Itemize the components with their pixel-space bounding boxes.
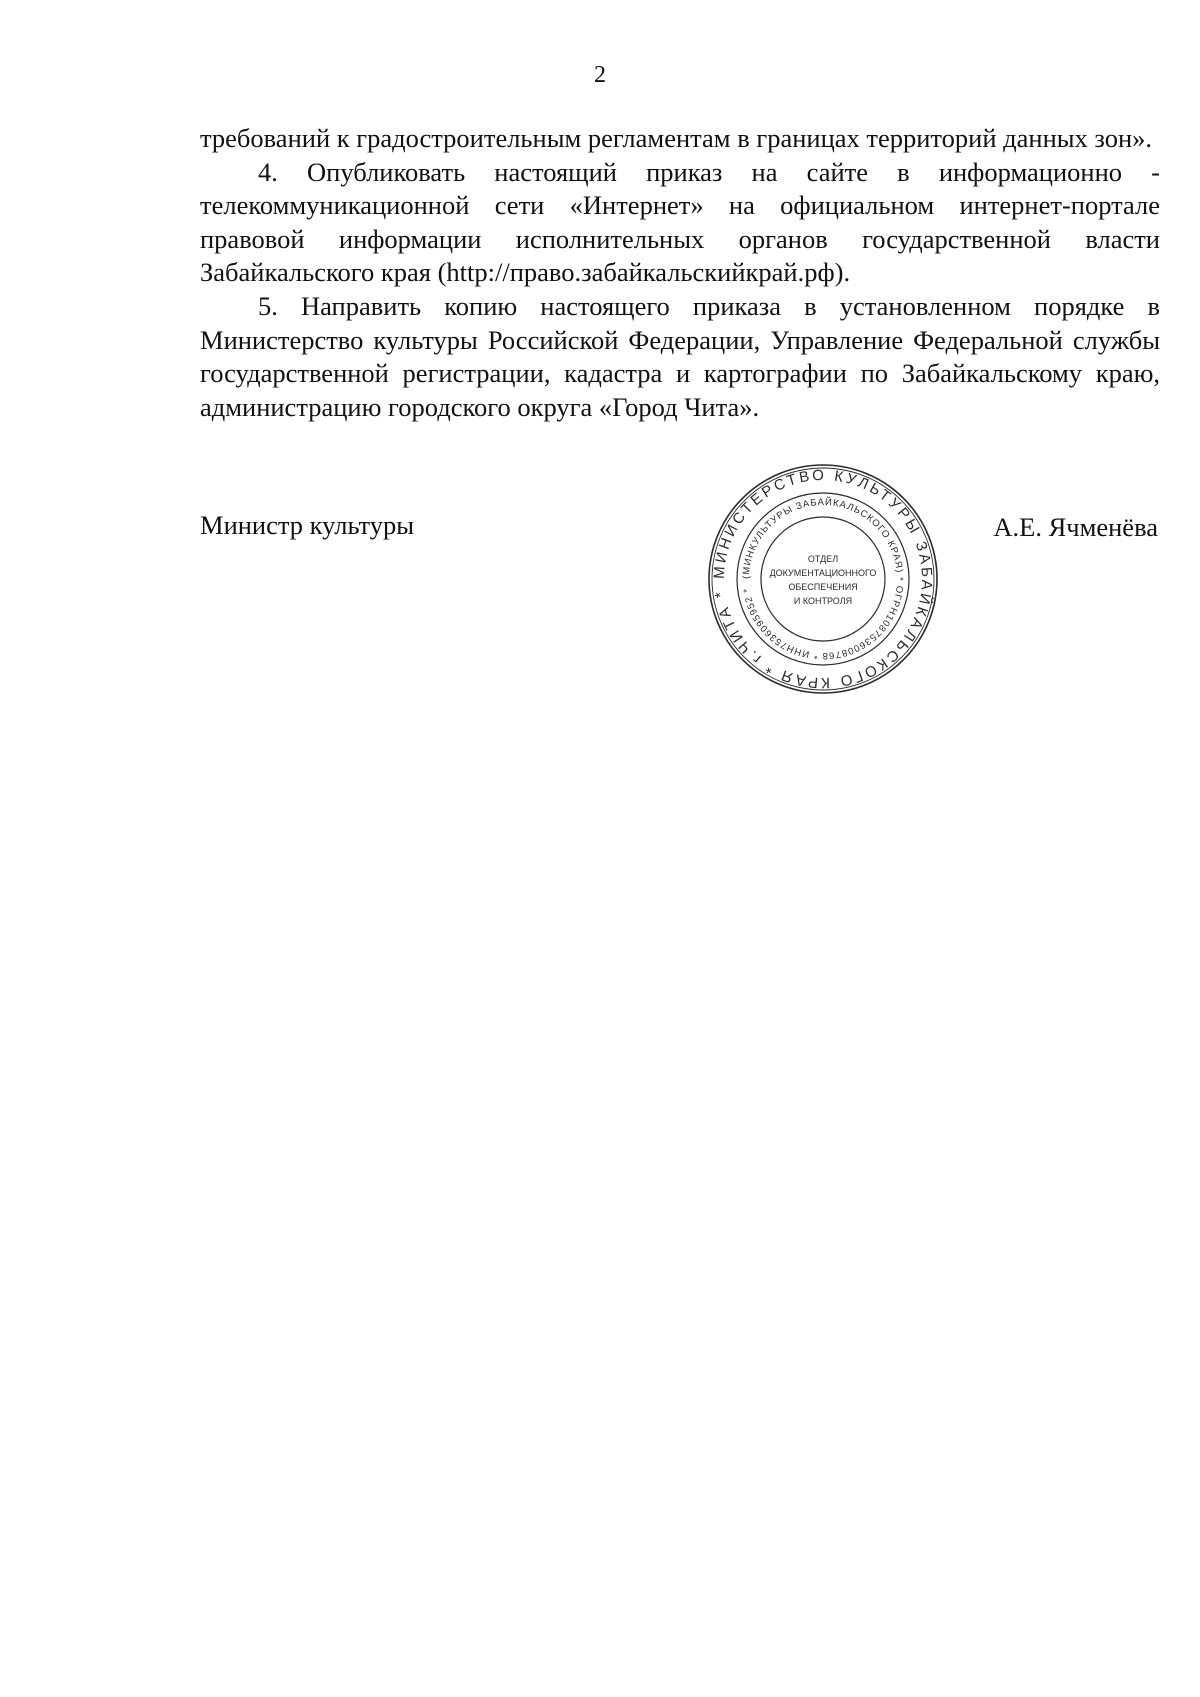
svg-text:(МИНКУЛЬТУРЫ ЗАБАЙКАЛЬСКОГО КР: [741, 496, 905, 661]
page-number: 2: [594, 62, 606, 88]
seal-outer-text: МИНИСТЕРСТВО КУЛЬТУРЫ ЗАБАЙКАЛЬСКОГО КРАЯ * г.ЧИТА *: [710, 466, 936, 692]
official-seal: [706, 462, 940, 696]
seal-center-line-4: И КОНТРОЛЯ: [793, 596, 853, 606]
seal-center-line-2: ДОКУМЕНТАЦИОННОГО: [769, 568, 877, 578]
seal-inner-text: (МИНКУЛЬТУРЫ ЗАБАЙКАЛЬСКОГО КРАЯ) * ОГРН1087536008768 * ИНН7536095952 *: [740, 496, 906, 662]
document-body: [200, 122, 1160, 424]
seal-center-line-3: ОБЕСПЕЧЕНИЯ: [788, 582, 858, 592]
signatory-name: А.Е. Ячменёва: [993, 512, 1158, 542]
signatory-position: Министр культуры: [200, 510, 415, 540]
paragraph-item-4: 4. Опубликовать настоящий приказ на сайте в информационно - телекоммуникационной сети «Интернет» на официальном интернет-портале правовой информации исполнительных органов государственной власти Забайкальского края (http://право.забайкальскийкрай.рф).: [200, 156, 1160, 288]
paragraph-continuation: требований к градостроительным регламентам в границах территорий данных зон».: [200, 123, 1153, 153]
paragraph-item-5: 5. Направить копию настоящего приказа в установленном порядке в Министерство культуры Российской Федерации, Управление Федеральной службы государственной регистрации, кадастра и картографии по Забайкальскому краю, администрацию городского округа «Город Чита».: [200, 290, 1160, 422]
seal-center-line-1: ОТДЕЛ: [807, 554, 839, 564]
